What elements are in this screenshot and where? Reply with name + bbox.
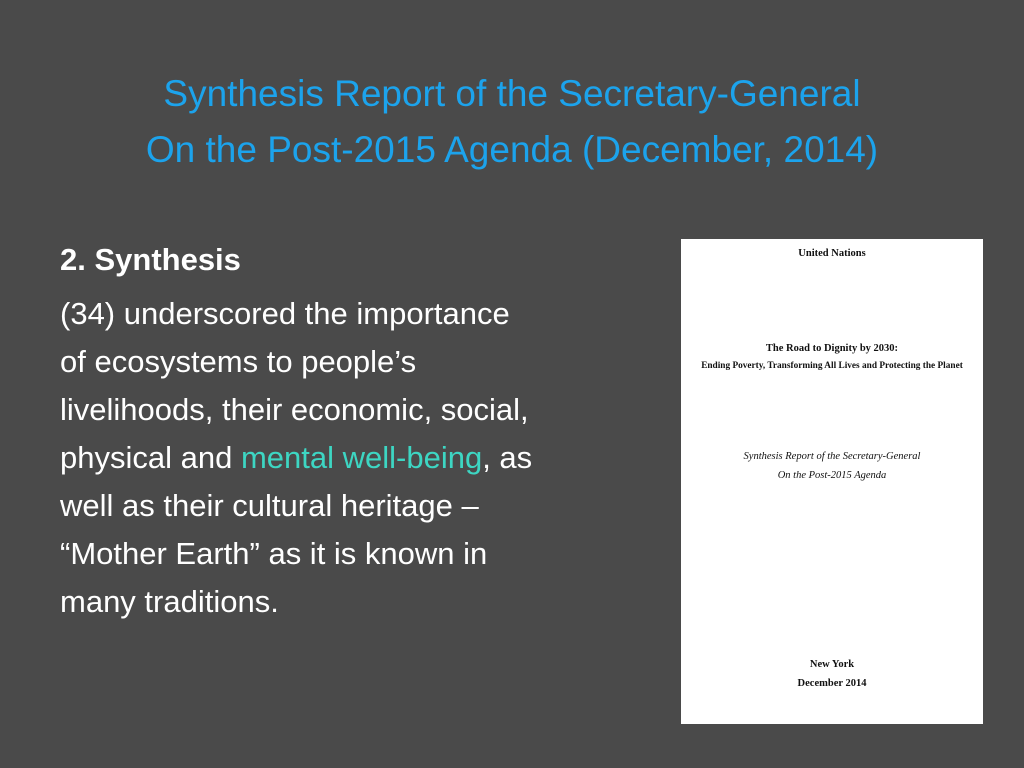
cover-title-line-1: The Road to Dignity by 2030:	[765, 343, 899, 354]
paragraph-line-3: livelihoods, their economic, social,	[60, 392, 529, 427]
slide-title-line-1: Synthesis Report of the Secretary-General	[163, 73, 861, 114]
paragraph-line-6: “Mother Earth” as it is known in	[60, 536, 488, 571]
cover-subtitle-line-1: Synthesis Report of the Secretary-General	[743, 451, 921, 462]
slide-body	[60, 236, 640, 626]
report-cover-image	[681, 239, 983, 724]
slide-title-line-2: On the Post-2015 Agenda (December, 2014)	[145, 129, 879, 170]
cover-title-line-2: Ending Poverty, Transforming All Lives and Protecting the Planet	[701, 361, 963, 371]
paragraph-line-7: many traditions.	[60, 584, 279, 619]
section-heading: 2. Synthesis	[60, 242, 241, 277]
cover-subtitle-line-2: On the Post-2015 Agenda	[777, 470, 887, 481]
cover-place: New York	[809, 659, 855, 670]
body-paragraph	[60, 290, 640, 626]
paragraph-line-4-start: physical and	[60, 440, 241, 475]
slide-title	[60, 66, 964, 178]
paragraph-line-5: well as their cultural heritage –	[60, 488, 479, 523]
paragraph-line-2: of ecosystems to people’s	[60, 344, 417, 379]
paragraph-line-4	[60, 434, 640, 482]
cover-date: December 2014	[797, 678, 867, 689]
highlighted-phrase: mental well-being	[240, 440, 483, 475]
paragraph-line-1: (34) underscored the importance	[60, 296, 510, 331]
cover-organization: United Nations	[798, 248, 866, 259]
paragraph-line-4-end: , as	[482, 440, 533, 475]
